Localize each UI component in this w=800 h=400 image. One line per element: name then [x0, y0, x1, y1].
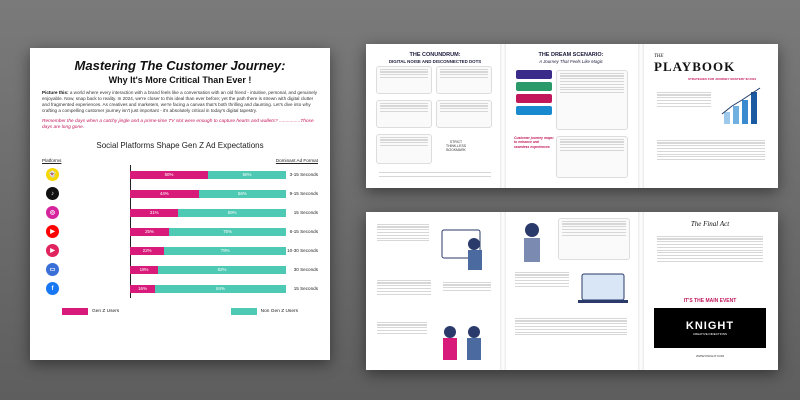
bar-segment-gen-z: 31% [130, 209, 178, 217]
text-block [374, 278, 434, 296]
snapchat-icon: 👻 [46, 168, 59, 181]
brand-url: WWW.KNIGHT.COM [696, 354, 724, 358]
text-block [374, 320, 430, 336]
bottom-trifold-spread [366, 212, 778, 370]
playbook-title: PLAYBOOK [654, 59, 736, 74]
chart-title: Social Platforms Shape Gen Z Ad Expectations [96, 141, 264, 150]
chart-header [42, 158, 318, 163]
left-article-page [30, 48, 330, 360]
bar-segment-non-gen-z: 69% [178, 209, 286, 217]
legend-item-gen-z [62, 308, 119, 315]
page-subtitle: Why It's More Critical Than Ever ! [108, 75, 252, 85]
bar-segment-non-gen-z: 75% [169, 228, 286, 236]
intro-body: a world where every interaction with a brand feels like a conversation with an old friend - intuitive, personal, and genuinely enjoyable. Now, snap back to reality. In 2024, we're closer to this ideal than ever before; yet the path there is strewn with digital clutter and fragmented experiences. As creatives and marketers, we're facing a canvas that's both thrilling and daunting. Let's dive into why crafting a compelling customer journey isn't just important - it's absolutely critical in today's digital tapestry. [42, 90, 318, 113]
bar-segment-gen-z: 16% [130, 285, 155, 293]
brand-logo: KNIGHT [685, 320, 735, 332]
top-trifold-spread [366, 44, 778, 188]
character-illustration [512, 218, 552, 268]
pull-quote: Remember the days when a catchy jingle and a prime-time TV slot were enough to capture hearts and wallets? ................Those days are long gone. [42, 119, 314, 130]
tiktok-icon: ♪ [46, 187, 59, 200]
youtube-icon: ▶ [46, 225, 59, 238]
bar-segment-gen-z: 44% [130, 190, 199, 198]
center-note: STRICT THINK-LESS BOOKMARK [446, 140, 466, 152]
stacked-bar [130, 247, 286, 255]
bar-segment-non-gen-z: 82% [158, 266, 286, 274]
chart-row [42, 260, 318, 279]
ad-format-label: 3-15 Seconds [289, 172, 318, 177]
chart-row [42, 165, 318, 184]
text-block [374, 222, 432, 243]
dream-subtitle: A Journey That Feels Like Magic [539, 59, 603, 64]
dream-card [556, 136, 628, 178]
intro-lead: Picture this: [42, 90, 69, 95]
legend-swatch-gen-z [62, 308, 88, 315]
info-card [376, 134, 432, 164]
bar-chart [42, 165, 318, 298]
page-title: Mastering The Customer Journey: [74, 58, 286, 73]
bar-segment-non-gen-z: 50% [208, 171, 286, 179]
youtube-tv-icon: ▶ [46, 244, 59, 257]
final-act-title: The Final Act [690, 220, 730, 228]
final-act-panel [646, 212, 774, 370]
illustration-panel-left [370, 212, 498, 370]
ad-format-label: 10-30 Seconds [287, 248, 318, 253]
chart-row [42, 241, 318, 260]
bar-segment-gen-z: 18% [130, 266, 158, 274]
bar-segment-non-gen-z: 84% [155, 285, 286, 293]
stacked-bar [130, 285, 286, 293]
bar-segment-non-gen-z: 56% [199, 190, 286, 198]
stacked-bar [130, 190, 286, 198]
fold-line [500, 44, 506, 188]
chart-row [42, 222, 318, 241]
person-illustration [434, 220, 494, 276]
info-card [376, 66, 432, 94]
dream-title: THE DREAM SCENARIO: [538, 52, 604, 58]
dream-panel [508, 44, 634, 188]
facebook-icon: f [46, 282, 59, 295]
growth-illustration [718, 84, 768, 128]
legend-label-gen-z: Gen Z Users [92, 309, 120, 314]
laptop-illustration [574, 268, 632, 308]
conundrum-subtitle: DIGITAL NOISE AND DISCONNECTED DOTS [388, 59, 482, 64]
stacked-bar [130, 171, 286, 179]
info-card [376, 100, 432, 128]
fold-line [638, 212, 644, 370]
bar-segment-gen-z: 50% [130, 171, 208, 179]
stacked-bar [130, 209, 286, 217]
legend-item-non-gen-z [231, 308, 298, 315]
format-header: Dominant Ad Format [275, 158, 318, 163]
main-event-heading: IT'S THE MAIN EVENT [683, 298, 737, 304]
stacked-bar [130, 228, 286, 236]
ad-format-label: 15 Seconds [293, 210, 318, 215]
legend-swatch-non-gen-z [231, 308, 257, 315]
conundrum-panel [372, 44, 498, 188]
playbook-subtitle: STRATEGIES FOR JOURNEY MASTERY IN 2024 [688, 77, 757, 81]
instagram-icon: ◎ [46, 206, 59, 219]
text-block [512, 270, 572, 288]
chart-legend [42, 308, 318, 315]
platforms-header: Platforms [42, 158, 62, 163]
brand-tagline: CREATIVE DIRECTIONS [692, 332, 728, 336]
chart-row [42, 279, 318, 298]
ad-format-label: 9-15 Seconds [289, 191, 318, 196]
text-block [512, 316, 630, 337]
info-card [436, 100, 492, 128]
legend-label-non-gen-z: Non Gen Z Users [260, 309, 298, 314]
playbook-text [654, 90, 714, 108]
info-card [436, 66, 492, 94]
text-block [440, 280, 494, 293]
chart-row [42, 184, 318, 203]
playbook-panel [648, 44, 774, 188]
playbook-the: THE [654, 54, 664, 59]
conundrum-title: THE CONUNDRUM: [409, 52, 461, 58]
bar-segment-gen-z: 25% [130, 228, 169, 236]
illustration-panel-center [506, 212, 636, 370]
final-text [654, 234, 766, 263]
fold-line [638, 44, 644, 188]
ad-format-label: 30 Seconds [293, 267, 318, 272]
dream-steps-card [556, 70, 628, 130]
team-illustration [430, 316, 496, 366]
ad-format-label: 15 Seconds [293, 286, 318, 291]
tv-icon: ▭ [46, 263, 59, 276]
dream-callout: Customer journey maps: to enhance and seamless experiences [514, 136, 554, 149]
brand-logo-block [654, 308, 766, 348]
info-card [558, 218, 630, 260]
ad-format-label: 6-15 Seconds [289, 229, 318, 234]
bar-segment-non-gen-z: 78% [164, 247, 286, 255]
intro-paragraph [42, 90, 318, 114]
bar-segment-gen-z: 22% [130, 247, 164, 255]
step-labels [516, 70, 552, 130]
chart-row [42, 203, 318, 222]
playbook-list [654, 138, 768, 162]
stacked-bar [130, 266, 286, 274]
